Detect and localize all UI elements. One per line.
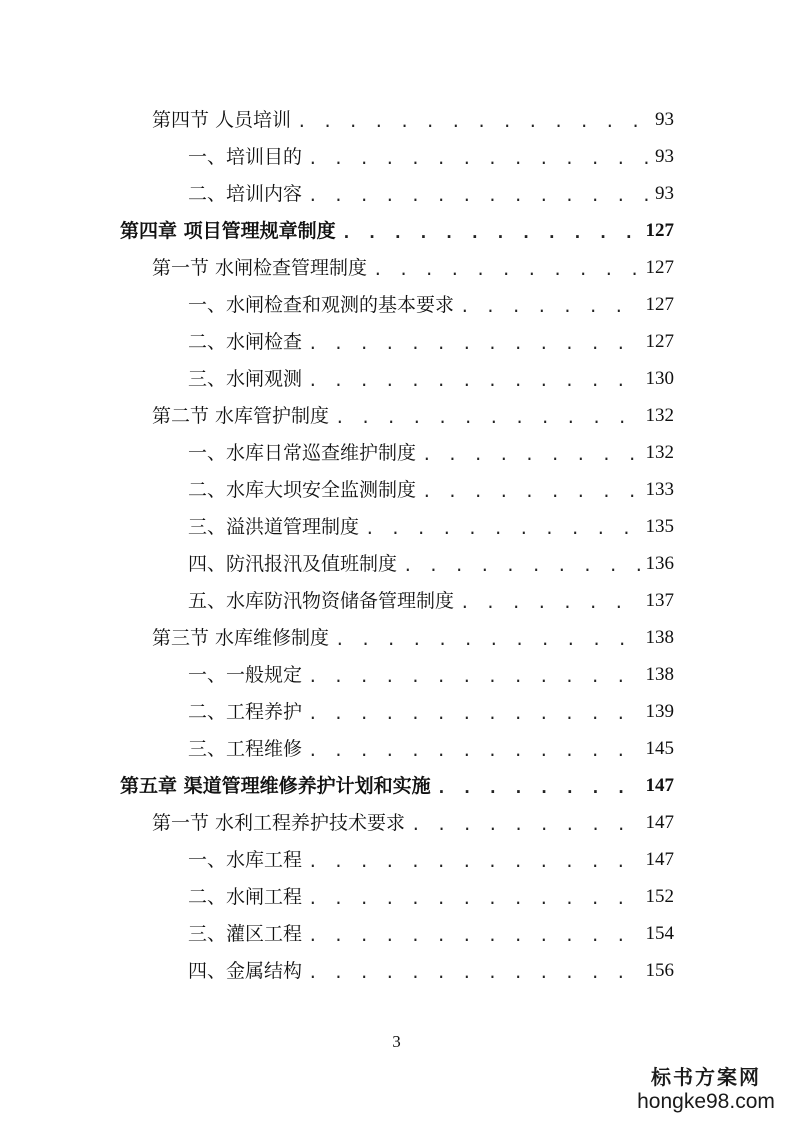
- toc-leader-dots: [342, 220, 640, 246]
- page-number: 3: [392, 1032, 401, 1051]
- toc-entry-label: 三、工程维修: [188, 738, 303, 760]
- toc-entry[interactable]: [152, 105, 674, 135]
- toc-leader-dots: [308, 146, 649, 172]
- toc-entry-label: 一、水库日常巡查维护制度: [188, 442, 417, 464]
- toc-entry-page: 135: [645, 516, 674, 537]
- toc-entry[interactable]: [188, 586, 674, 616]
- toc-leader-dots: [308, 664, 639, 690]
- toc-entry[interactable]: [188, 660, 674, 690]
- toc-entry[interactable]: [188, 512, 674, 542]
- toc-entry[interactable]: [188, 142, 674, 172]
- toc-leader-dots: [403, 553, 639, 579]
- toc-entry-label: 第五章 渠道管理维修养护计划和实施: [120, 775, 431, 797]
- toc-entry-page: 127: [645, 220, 674, 241]
- toc-entry-page: 145: [645, 738, 674, 759]
- toc-entry[interactable]: [188, 475, 674, 505]
- toc-entry[interactable]: [188, 364, 674, 394]
- toc-entry-label: 一、水库工程: [188, 849, 303, 871]
- toc-entry[interactable]: [188, 549, 674, 579]
- watermark-logo: [631, 1064, 781, 1114]
- toc-leader-dots: [308, 923, 639, 949]
- toc-leader-dots: [460, 590, 639, 616]
- toc-entry[interactable]: [152, 623, 674, 653]
- toc-entry[interactable]: [188, 919, 674, 949]
- toc-entry-label: 一、水闸检查和观测的基本要求: [188, 294, 455, 316]
- toc-leader-dots: [365, 516, 639, 542]
- toc-entry-label: 三、溢洪道管理制度: [188, 516, 360, 538]
- toc-leader-dots: [373, 257, 639, 283]
- toc-entry[interactable]: [152, 253, 674, 283]
- toc-entry-page: 133: [645, 479, 674, 500]
- toc-entry-label: 三、水闸观测: [188, 368, 303, 390]
- toc-entry-page: 136: [645, 553, 674, 574]
- toc-entry-label: 第三节 水库维修制度: [152, 627, 330, 649]
- toc-entry-label: 第二节 水库管护制度: [152, 405, 330, 427]
- toc-entry-page: 127: [645, 294, 674, 315]
- toc-leader-dots: [335, 627, 639, 653]
- toc-leader-dots: [411, 812, 639, 838]
- toc-entry-label: 二、工程养护: [188, 701, 303, 723]
- toc-entry-page: 147: [645, 849, 674, 870]
- toc-entry-page: 93: [655, 146, 674, 167]
- toc-leader-dots: [308, 701, 639, 727]
- toc-entry-page: 130: [645, 368, 674, 389]
- toc-entry-page: 138: [645, 664, 674, 685]
- toc-entry-page: 147: [645, 812, 674, 833]
- toc-entry-page: 156: [645, 960, 674, 981]
- toc-entry-label: 二、水闸工程: [188, 886, 303, 908]
- toc-leader-dots: [308, 183, 649, 209]
- toc-leader-dots: [422, 479, 639, 505]
- toc-leader-dots: [335, 405, 639, 431]
- toc-leader-dots: [308, 368, 639, 394]
- toc-entry-label: 四、防汛报汛及值班制度: [188, 553, 398, 575]
- watermark-name: 标书方案网: [651, 1065, 761, 1089]
- toc-entry[interactable]: [188, 697, 674, 727]
- toc-entry-page: 93: [655, 183, 674, 204]
- toc-entry-page: 127: [645, 331, 674, 352]
- toc-entry[interactable]: [188, 327, 674, 357]
- toc-entry-label: 第一节 水利工程养护技术要求: [152, 812, 406, 834]
- toc-entry-page: 93: [655, 109, 674, 130]
- toc-entry[interactable]: [152, 401, 674, 431]
- toc-entry[interactable]: [188, 734, 674, 764]
- toc-entry[interactable]: [188, 845, 674, 875]
- toc-chapter-entry[interactable]: [120, 216, 674, 246]
- toc-leader-dots: [308, 960, 639, 986]
- toc-entry[interactable]: [188, 290, 674, 320]
- toc-entry-page: 127: [645, 257, 674, 278]
- toc-entry-label: 第四节 人员培训: [152, 109, 292, 131]
- toc-entry-page: 132: [645, 442, 674, 463]
- toc-entry-label: 五、水库防汛物资储备管理制度: [188, 590, 455, 612]
- toc-leader-dots: [460, 294, 639, 320]
- toc-leader-dots: [308, 886, 639, 912]
- watermark-url: hongke98.com: [637, 1090, 775, 1113]
- toc-entry-page: 138: [645, 627, 674, 648]
- toc-leader-dots: [297, 109, 649, 135]
- toc-leader-dots: [308, 331, 639, 357]
- toc-entry[interactable]: [152, 808, 674, 838]
- toc-entry-label: 一、培训目的: [188, 146, 303, 168]
- toc-entry-label: 三、灌区工程: [188, 923, 303, 945]
- toc-leader-dots: [308, 738, 639, 764]
- toc-entry[interactable]: [188, 438, 674, 468]
- toc-entry-page: 132: [645, 405, 674, 426]
- toc-entry-page: 139: [645, 701, 674, 722]
- toc-entry-label: 二、培训内容: [188, 183, 303, 205]
- toc-entry-label: 四、金属结构: [188, 960, 303, 982]
- toc-entry-label: 第四章 项目管理规章制度: [120, 220, 336, 242]
- toc-leader-dots: [437, 775, 640, 801]
- toc-entry[interactable]: [188, 882, 674, 912]
- toc-entry-label: 第一节 水闸检查管理制度: [152, 257, 368, 279]
- toc-entry-page: 137: [645, 590, 674, 611]
- toc-entry-page: 147: [645, 775, 674, 796]
- toc-entry-label: 一、一般规定: [188, 664, 303, 686]
- toc-leader-dots: [308, 849, 639, 875]
- toc-entry-label: 二、水闸检查: [188, 331, 303, 353]
- toc-entry[interactable]: [188, 956, 674, 986]
- toc-leader-dots: [422, 442, 639, 468]
- toc-entry-page: 154: [645, 923, 674, 944]
- toc-chapter-entry[interactable]: [120, 771, 674, 801]
- toc-entry[interactable]: [188, 179, 674, 209]
- toc-entry-label: 二、水库大坝安全监测制度: [188, 479, 417, 501]
- toc-entry-page: 152: [645, 886, 674, 907]
